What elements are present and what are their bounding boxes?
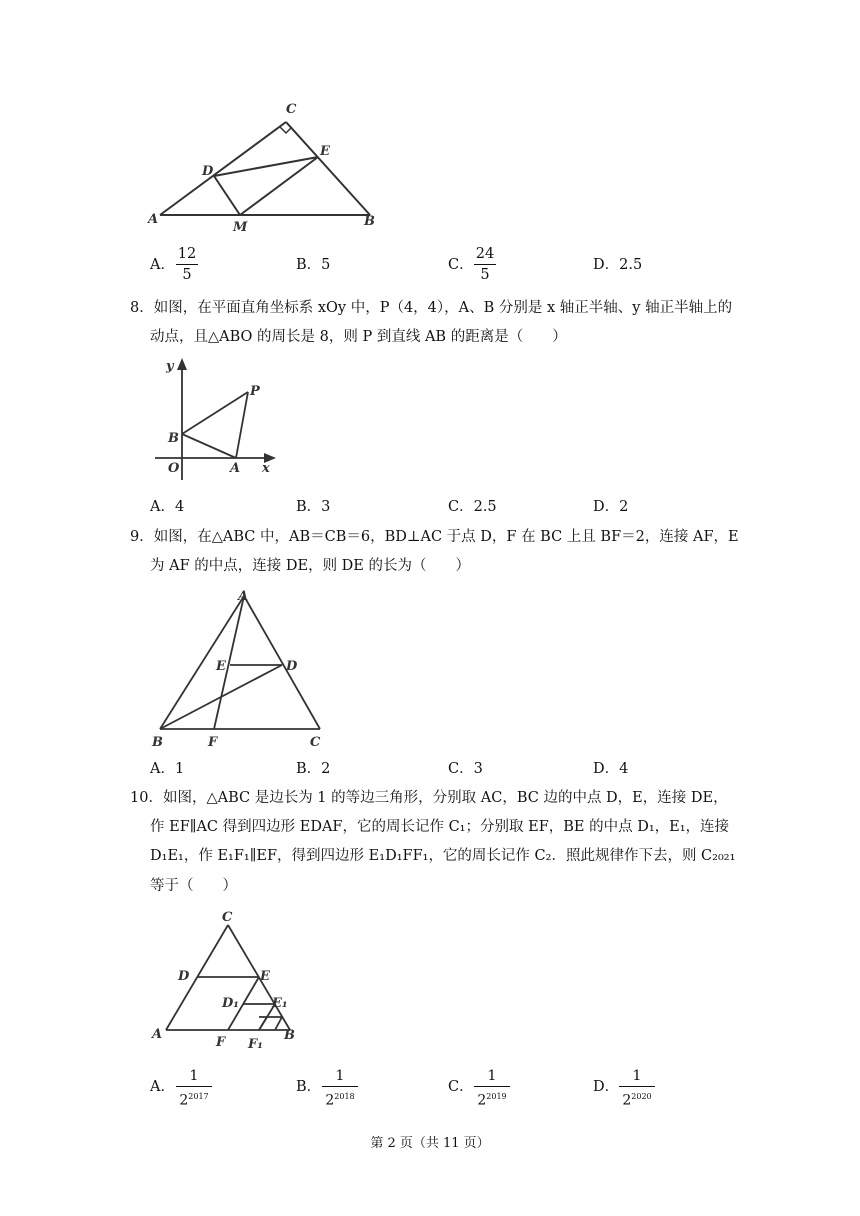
q10-option-d-prefix: D． (593, 1079, 620, 1095)
q10-option-a-fraction (172, 1066, 216, 1111)
q10-label-e: E (260, 969, 270, 984)
q7-label-c: C (286, 102, 297, 117)
q7-figure (140, 95, 390, 235)
q10-option-a-numerator: 1 (189, 1068, 199, 1084)
q8-option-b: B．3 (296, 499, 331, 515)
q10-base: 2 (325, 1092, 335, 1109)
q7-option-b: B．5 (296, 257, 331, 273)
q7-option-a-denominator: 5 (182, 267, 192, 283)
q10-label-f: F (216, 1035, 226, 1050)
q10-label-d1: D₁ (222, 996, 239, 1011)
q7-label-b: B (364, 214, 375, 229)
q10-text-line1: 10．如图，△ABC 是边长为 1 的等边三角形，分别取 AC，BC 边的中点 D，E，连接 DE， (130, 790, 728, 806)
q9-option-b: B．2 (296, 761, 331, 777)
q10-option-a-prefix: A． (150, 1079, 175, 1095)
q7-label-m: M (233, 220, 248, 235)
q9-option-c: C．3 (448, 761, 483, 777)
q10-label-d: D (178, 969, 190, 984)
q9-label-b: B (152, 735, 163, 750)
q9-label-e: E (216, 659, 226, 674)
q8-label-a: A (230, 461, 241, 476)
q10-text-line3: D₁E₁，作 E₁F₁∥EF，得到四边形 E₁D₁FF₁，它的周长记作 C₂．照此规律作下去，则 C₂₀₂₁ (150, 848, 736, 864)
page-footer: 第 2 页（共 11 页） (370, 1136, 490, 1151)
q7-label-d: D (202, 164, 214, 179)
q8-figure (150, 352, 285, 480)
q10-option-b-exponent: 2018 (334, 1092, 355, 1101)
q10-option-b-fraction (318, 1066, 362, 1111)
q9-text-line1: 9．如图，在△ABC 中，AB＝CB＝6，BD⊥AC 于点 D，F 在 BC 上且 BF＝2，连接 AF，E (130, 529, 739, 545)
q10-option-b-denominator (318, 1087, 362, 1111)
q8-label-o: O (168, 461, 180, 476)
q10-label-e1: E₁ (272, 996, 288, 1011)
q10-label-a: A (152, 1027, 163, 1042)
q10-option-c-fraction (470, 1066, 514, 1111)
q7-label-e: E (320, 144, 330, 159)
q10-label-b: B (284, 1028, 295, 1043)
q8-label-y: y (166, 359, 174, 374)
q8-option-d: D．2 (593, 499, 629, 515)
q9-label-f: F (208, 735, 218, 750)
q10-text-line4: 等于（ ） (150, 878, 237, 894)
q9-figure (148, 584, 338, 752)
q10-option-d-exponent: 2020 (631, 1092, 652, 1101)
q10-base: 2 (477, 1092, 487, 1109)
q7-option-c-denominator: 5 (480, 267, 490, 283)
q7-option-c-prefix: C． (448, 257, 474, 273)
q10-option-b-numerator: 1 (335, 1068, 345, 1084)
q10-option-c-exponent: 2019 (486, 1092, 507, 1101)
q7-option-c-fraction (470, 244, 500, 285)
q10-text-line2: 作 EF∥AC 得到四边形 EDAF，它的周长记作 C₁；分别取 EF，BE 的中点 D₁，E₁，连接 (150, 819, 730, 835)
q8-label-p: P (250, 384, 260, 399)
q10-option-d-numerator: 1 (632, 1068, 642, 1084)
q7-option-d: D．2.5 (593, 257, 643, 273)
q10-base: 2 (622, 1092, 632, 1109)
q9-option-d: D．4 (593, 761, 629, 777)
q10-option-d-fraction (615, 1066, 659, 1111)
q8-option-a: A．4 (150, 499, 185, 515)
q7-option-c-numerator: 24 (475, 246, 495, 262)
q9-label-c: C (310, 735, 321, 750)
q7-label-a: A (148, 212, 159, 227)
q7-option-a-prefix: A． (150, 257, 175, 273)
q9-label-d: D (286, 659, 298, 674)
q8-text-line1: 8．如图，在平面直角坐标系 xOy 中，P（4，4），A、B 分别是 x 轴正半轴、y 轴正半轴上的 (130, 300, 733, 316)
q9-label-a: A (238, 589, 249, 604)
q10-option-b-prefix: B． (296, 1079, 322, 1095)
q10-option-d-denominator (615, 1087, 659, 1111)
q7-option-a-fraction (172, 244, 202, 285)
q8-text-line2: 动点，且△ABO 的周长是 8，则 P 到直线 AB 的距离是（ ） (150, 329, 567, 345)
q10-option-a-denominator (172, 1087, 216, 1111)
q9-text-line2: 为 AF 的中点，连接 DE，则 DE 的长为（ ） (150, 558, 470, 574)
q9-option-a: A．1 (150, 761, 185, 777)
q7-option-a-numerator: 12 (177, 246, 197, 262)
q10-base: 2 (179, 1092, 189, 1109)
q10-label-c: C (222, 910, 233, 925)
q8-label-b: B (168, 431, 179, 446)
q8-option-c: C．2.5 (448, 499, 497, 515)
q10-option-c-denominator (470, 1087, 514, 1111)
q10-option-c-numerator: 1 (487, 1068, 497, 1084)
q10-label-f1: F₁ (248, 1037, 263, 1052)
q10-option-a-exponent: 2017 (188, 1092, 209, 1101)
q10-figure (148, 905, 308, 1055)
q10-option-c-prefix: C． (448, 1079, 474, 1095)
q8-label-x: x (262, 461, 270, 476)
